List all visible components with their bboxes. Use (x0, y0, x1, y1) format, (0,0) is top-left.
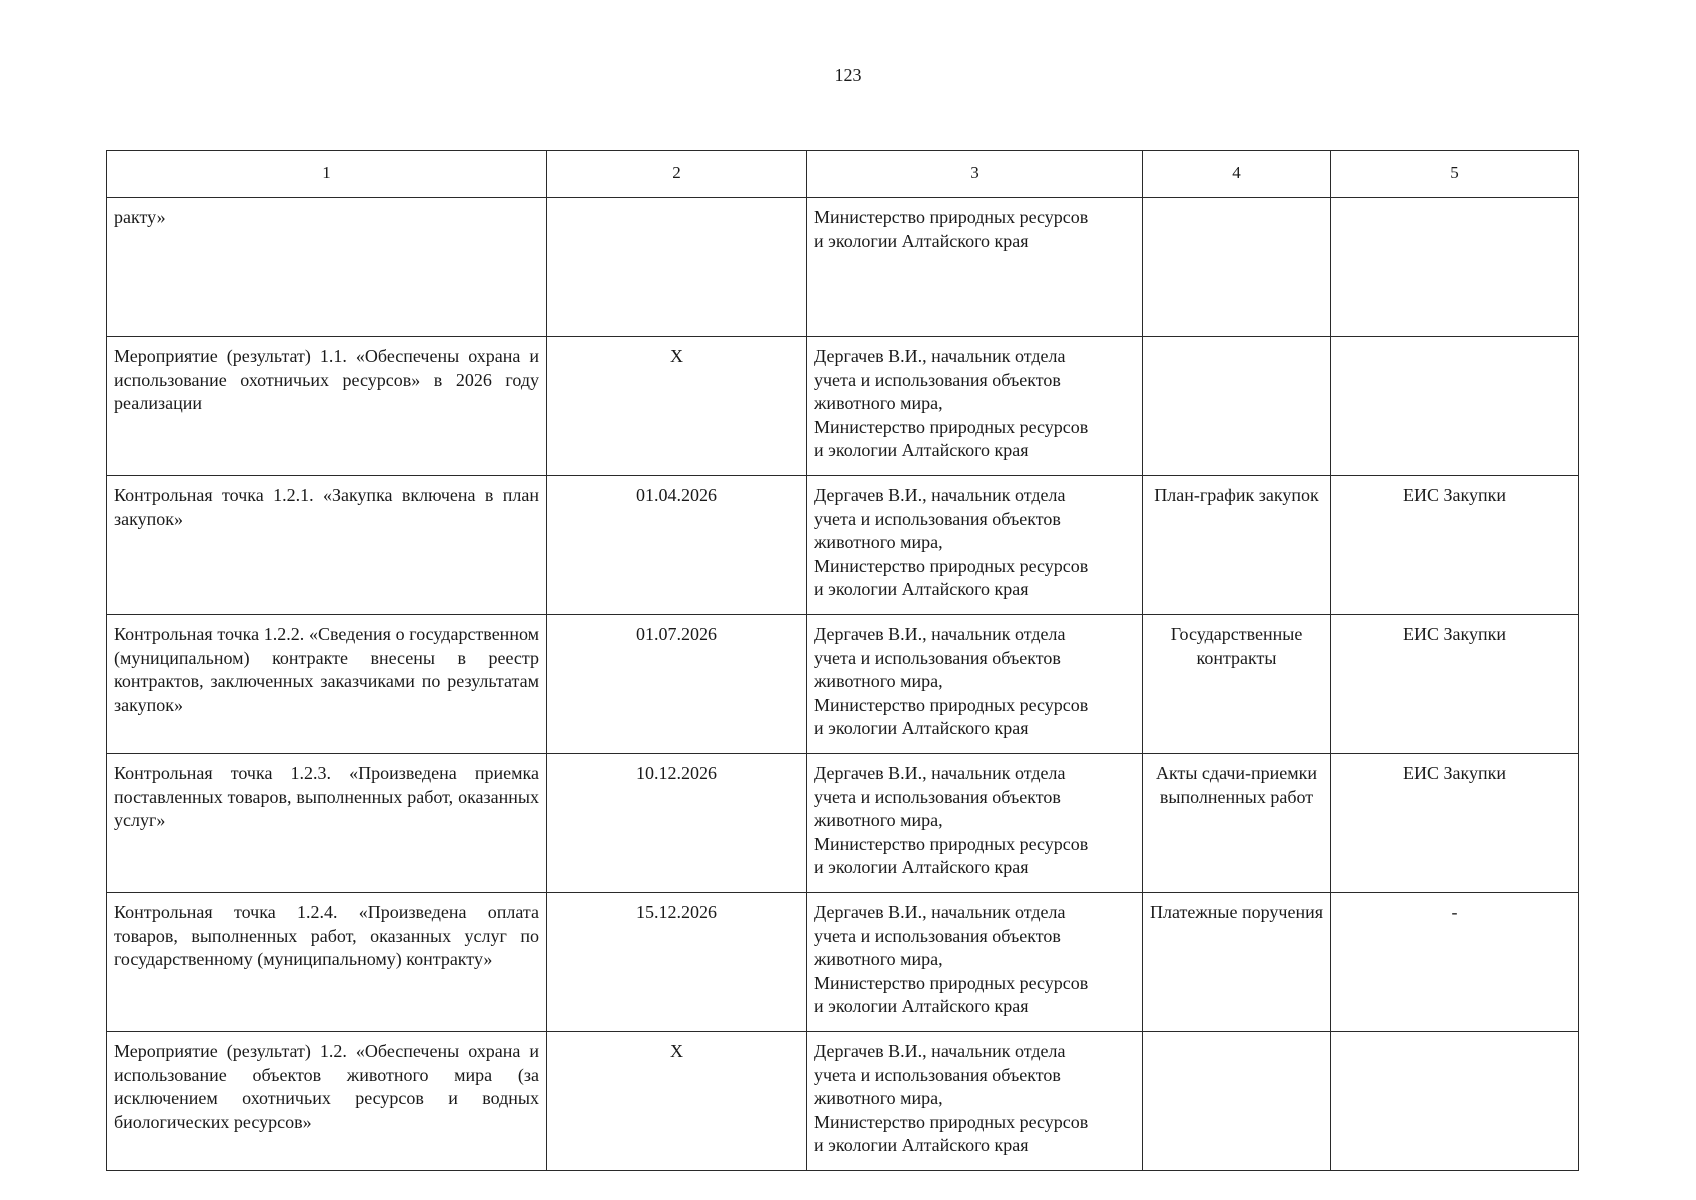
table-row (107, 337, 1579, 476)
responsible-line: Дергачев В.И., начальник отдела (814, 763, 1066, 783)
table-row (107, 754, 1579, 893)
cell-information-system: - (1331, 893, 1579, 1032)
cell-document-type (1143, 1032, 1331, 1171)
responsible-line: учета и использования объектов (814, 925, 1061, 946)
responsible-line: и экологии Алтайского края (814, 857, 1029, 877)
column-header-3: 3 (807, 151, 1143, 198)
cell-event-name: Контрольная точка 1.2.3. «Произведена приемка поставленных товаров, выполненных работ, оказанных услуг» (107, 754, 547, 893)
responsible-line: Дергачев В.И., начальник отдела (814, 346, 1066, 366)
responsible-line: и экологии Алтайского края (814, 440, 1029, 460)
column-header-1: 1 (107, 151, 547, 198)
table-header-row (107, 151, 1579, 198)
cell-information-system (1331, 198, 1579, 337)
responsible-line: Министерство природных ресурсов (814, 416, 1089, 437)
cell-document-type (1143, 337, 1331, 476)
responsible-line: Министерство природных ресурсов (814, 207, 1089, 227)
responsible-line: и экологии Алтайского края (814, 718, 1029, 738)
cell-responsible (807, 1032, 1143, 1171)
cell-event-name: Мероприятие (результат) 1.2. «Обеспечены охрана и использование объектов животного мира (за исключением охотничьих ресурсов и водных биологических ресурсов» (107, 1032, 547, 1171)
cell-information-system (1331, 337, 1579, 476)
column-header-2: 2 (547, 151, 807, 198)
cell-responsible (807, 754, 1143, 893)
responsible-line: животного мира, (814, 1088, 943, 1108)
cell-date: 01.07.2026 (547, 615, 807, 754)
responsible-line: учета и использования объектов (814, 508, 1061, 529)
cell-information-system: ЕИС Закупки (1331, 754, 1579, 893)
cell-event-name: Контрольная точка 1.2.1. «Закупка включена в план закупок» (107, 476, 547, 615)
responsible-line: и экологии Алтайского края (814, 579, 1029, 599)
cell-document-type (1143, 198, 1331, 337)
cell-date: 15.12.2026 (547, 893, 807, 1032)
responsible-line: животного мира, (814, 671, 943, 691)
cell-information-system (1331, 1032, 1579, 1171)
control-points-table (106, 150, 1579, 1171)
responsible-line: животного мира, (814, 532, 943, 552)
responsible-line: и экологии Алтайского края (814, 1135, 1029, 1155)
page-number: 123 (834, 65, 862, 85)
cell-event-name: Мероприятие (результат) 1.1. «Обеспечены охрана и использование охотничьих ресурсов» в 2026 году реализации (107, 337, 547, 476)
cell-document-type: Акты сдачи-приемки выполненных работ (1143, 754, 1331, 893)
cell-responsible (807, 198, 1143, 337)
responsible-line: Министерство природных ресурсов (814, 555, 1089, 576)
cell-responsible (807, 615, 1143, 754)
cell-event-name: Контрольная точка 1.2.2. «Сведения о государственном (муниципальном) контракте внесены в реестр контрактов, заключенных заказчиками по результатам закупок» (107, 615, 547, 754)
cell-document-type: План-график закупок (1143, 476, 1331, 615)
table-row (107, 615, 1579, 754)
cell-date: 01.04.2026 (547, 476, 807, 615)
cell-information-system: ЕИС Закупки (1331, 476, 1579, 615)
table-row (107, 198, 1579, 337)
cell-event-name: ракту» (107, 198, 547, 337)
table-row (107, 1032, 1579, 1171)
responsible-line: учета и использования объектов (814, 1064, 1061, 1085)
responsible-line: и экологии Алтайского края (814, 230, 1029, 251)
table-row (107, 893, 1579, 1032)
cell-document-type: Платежные поручения (1143, 893, 1331, 1032)
cell-responsible (807, 337, 1143, 476)
responsible-line: учета и использования объектов (814, 369, 1061, 390)
responsible-line: и экологии Алтайского края (814, 996, 1029, 1016)
column-header-4: 4 (1143, 151, 1331, 198)
responsible-line: Дергачев В.И., начальник отдела (814, 902, 1066, 922)
responsible-line: Министерство природных ресурсов (814, 1111, 1089, 1132)
cell-date: X (547, 337, 807, 476)
responsible-line: Министерство природных ресурсов (814, 694, 1089, 715)
responsible-line: животного мира, (814, 949, 943, 969)
responsible-line: учета и использования объектов (814, 786, 1061, 807)
table-body (107, 151, 1579, 1171)
responsible-line: Министерство природных ресурсов (814, 833, 1089, 854)
cell-date (547, 198, 807, 337)
cell-responsible (807, 893, 1143, 1032)
responsible-line: Дергачев В.И., начальник отдела (814, 1041, 1066, 1061)
table-row (107, 476, 1579, 615)
cell-date: 10.12.2026 (547, 754, 807, 893)
responsible-line: животного мира, (814, 810, 943, 830)
cell-event-name: Контрольная точка 1.2.4. «Произведена оплата товаров, выполненных работ, оказанных услуг по государственному (муниципальному) контракту» (107, 893, 547, 1032)
column-header-5: 5 (1331, 151, 1579, 198)
responsible-line: Дергачев В.И., начальник отдела (814, 485, 1066, 505)
responsible-line: Дергачев В.И., начальник отдела (814, 624, 1066, 644)
responsible-line: животного мира, (814, 393, 943, 413)
responsible-line: учета и использования объектов (814, 647, 1061, 668)
responsible-line: Министерство природных ресурсов (814, 972, 1089, 993)
cell-document-type: Государственные контракты (1143, 615, 1331, 754)
cell-responsible (807, 476, 1143, 615)
cell-date: X (547, 1032, 807, 1171)
cell-information-system: ЕИС Закупки (1331, 615, 1579, 754)
